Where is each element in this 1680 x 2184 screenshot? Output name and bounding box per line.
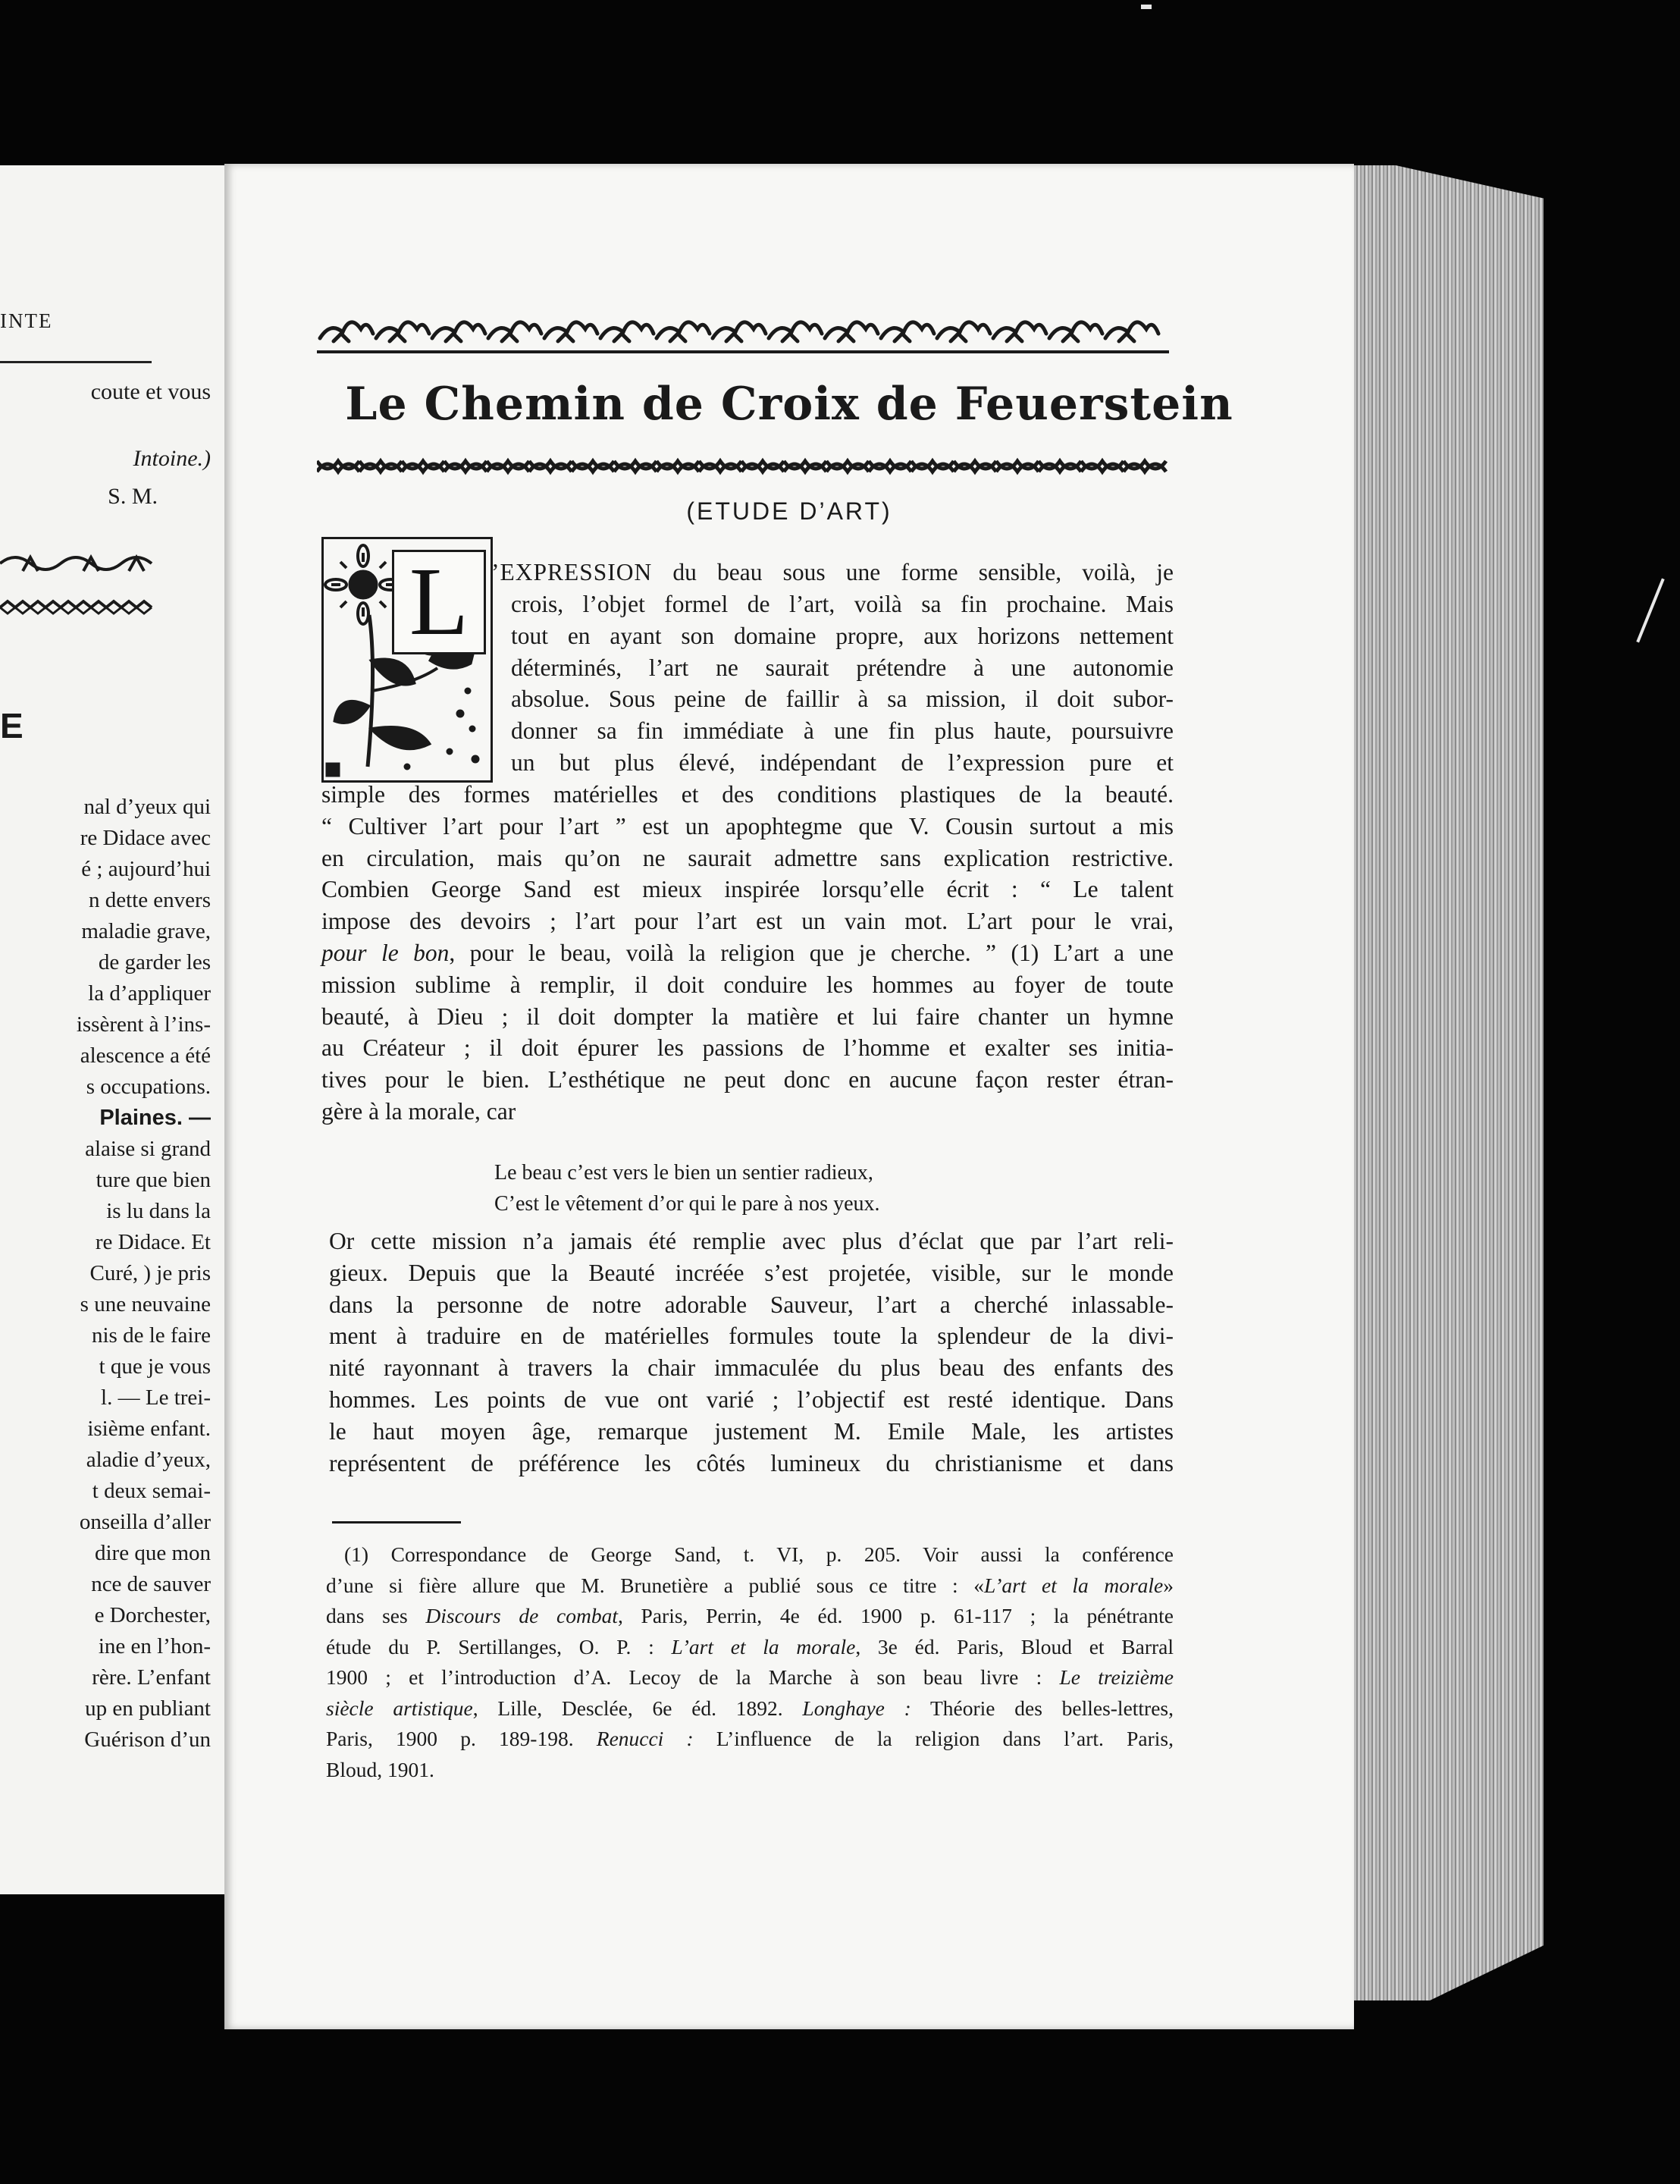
text-line: isième enfant. [87, 1417, 211, 1441]
header-ornament [317, 299, 1169, 350]
footnote-block [326, 1539, 1174, 1785]
drop-cap-letter: L [392, 550, 486, 654]
paragraph-intro [491, 557, 1174, 588]
text-line: maladie grave, [81, 919, 211, 943]
text-line: nité rayonnant à travers la chair immaculée du plus beau des enfants des [329, 1354, 1174, 1382]
text-line: donner sa fin immédiate à une fin plus haute, poursuivre [511, 717, 1174, 745]
text-line: ture que bien [96, 1168, 211, 1192]
text-line: t que je vous [99, 1354, 211, 1379]
text-line: issèrent à l’ins- [76, 1012, 211, 1037]
header-rule [317, 350, 1169, 353]
section-initial: E [0, 706, 24, 745]
text-line: au Créateur ; il doit épurer les passions de l’homme et exalter ses initia- [321, 1034, 1174, 1062]
text-line: beauté, à Dieu ; il doit dompter la matière et lui faire chanter un hymne [321, 1003, 1174, 1030]
text-line: crois, l’objet formel de l’art, voilà sa fin prochaine. Mais [511, 591, 1174, 617]
text-line: rère. L’enfant [92, 1665, 211, 1690]
footnote-line: Bloud, 1901. [326, 1757, 434, 1781]
text-line: onseilla d’aller [79, 1510, 211, 1534]
text-line: aladie d’yeux, [86, 1448, 211, 1472]
text-line: dans la personne de notre adorable Sauveur, l’art a cherché inlassable- [329, 1291, 1174, 1318]
text-line: simple des formes matérielles et des conditions plastiques de la beauté. [321, 781, 1174, 808]
text-line: Combien George Sand est mieux inspirée lorsqu’elle écrit : “ Le talent [321, 876, 1174, 903]
text-line: en circulation, mais qu’on ne saurait admettre sans explication restrictive. [321, 844, 1174, 871]
title-ornament [317, 453, 1169, 479]
text-line: s occupations. [86, 1075, 211, 1099]
header-rule [0, 361, 152, 363]
footnote-line: d’une si fière allure que M. Brunetière a publié sous ce titre : «L’art et la morale» [326, 1573, 1174, 1597]
scan-artifact [1636, 579, 1664, 643]
text-line: dire que mon [94, 1541, 211, 1565]
text-line: nis de le faire [91, 1323, 211, 1348]
text-line: “ Cultiver l’art pour l’art ” est un apophtegme que V. Cousin surtout a mis [321, 812, 1174, 839]
footnote-rule [332, 1521, 461, 1523]
text-line: e Dorchester, [94, 1603, 211, 1627]
article-page [224, 164, 1354, 2029]
text-line: ine en l’hon- [98, 1634, 211, 1658]
text-line: ’EXPRESSION du beau sous une forme sensible, voilà, je [491, 559, 1174, 585]
text-line: nal d’yeux qui [83, 795, 211, 819]
text-line: coute et vous [90, 379, 211, 404]
footnote-line: étude du P. Sertillanges, O. P. : L’art et la morale, 3e éd. Paris, Bloud et Barral [326, 1634, 1174, 1658]
text-line: un but plus élevé, indépendant de l’expression pure et [511, 748, 1174, 776]
footnote-line: siècle artistique, Lille, Desclée, 6e éd. 1892. Longhaye : Théorie des belles-lettres, [326, 1696, 1174, 1720]
italic-phrase: pour le bon [321, 939, 450, 966]
footnote-line: dans ses Discours de combat, Paris, Perrin, 4e éd. 1900 p. 61-117 ; la pénétrante [326, 1604, 1174, 1627]
text-line: de garder les [98, 950, 211, 974]
text-line: gère à la morale, car [321, 1097, 516, 1125]
text-line: tout en ayant son domaine propre, aux horizons nettement [511, 622, 1174, 649]
text-line: impose des devoirs ; l’art pour l’art est un vain mot. L’art pour le vrai, [321, 908, 1174, 935]
text-line: ment à traduire en de matérielles formules toute la splendeur de la divi- [329, 1323, 1174, 1350]
text-line: up en publiant [85, 1696, 211, 1721]
verse-line: C’est le vêtement d’or qui le pare à nos yeux. [494, 1192, 880, 1216]
running-header: INTE [0, 309, 53, 332]
text-line: re Didace avec [80, 826, 211, 850]
text-line: é ; aujourd’hui [81, 857, 211, 881]
opening-word: ’EXPRESSION [491, 559, 653, 585]
text-line: alaise si grand [85, 1137, 211, 1161]
paragraph-intro-cont [511, 588, 1174, 779]
footnote-line: 1900 ; et l’introduction d’A. Lecoy de la Marche à son beau livre : Le treizième [326, 1665, 1174, 1689]
text-line: mission sublime à remplir, il doit conduire les hommes au foyer de toute [321, 971, 1174, 998]
text-line: t deux semai- [92, 1479, 211, 1503]
text-line: l. — Le trei- [101, 1385, 211, 1410]
text-line: alescence a été [80, 1043, 211, 1068]
paragraph-second [329, 1225, 1174, 1479]
text-line: Plaines. — [99, 1106, 211, 1130]
text-line: re Didace. Et [95, 1230, 211, 1254]
text-line: la d’appliquer [88, 981, 211, 1006]
text-line: Or cette mission n’a jamais été remplie avec plus d’éclat que par l’art reli- [329, 1228, 1174, 1254]
ornament-vine [0, 548, 159, 574]
previous-page [0, 165, 230, 1894]
book-page-edges [1354, 165, 1544, 2000]
text-line: Curé, ) je pris [89, 1261, 211, 1285]
paragraph-main [321, 779, 1174, 1128]
text-line: le haut moyen âge, remarque justement M. Emile Male, les artistes [329, 1417, 1174, 1445]
text-line: tives pour le bien. L’esthétique ne peut donc en aucune façon rester étran- [321, 1066, 1174, 1094]
text-line: s une neuvaine [80, 1292, 211, 1316]
text-line: nce de sauver [91, 1572, 211, 1596]
article-title: Le Chemin de Croix de Feuerstein [345, 378, 1233, 431]
signature-line: Intoine.) [133, 446, 211, 471]
illuminated-drop-cap [321, 537, 493, 783]
text-line: représentent de préférence les côtés lumineux du christianisme et dans [329, 1449, 1174, 1476]
footnote-line: (1) Correspondance de George Sand, t. VI, p. 205. Voir aussi la conférence [344, 1542, 1174, 1566]
text-line: absolue. Sous peine de faillir à sa mission, il doit subor- [511, 686, 1174, 713]
text-line: is lu dans la [106, 1199, 211, 1223]
text-line: hommes. Les points de vue ont varié ; l’objectif est resté identique. Dans [329, 1385, 1174, 1413]
signature-initials: S. M. [108, 484, 158, 509]
scan-artifact [1141, 5, 1152, 9]
text-line: Guérison d’un [84, 1727, 211, 1752]
ornament-band [0, 599, 159, 616]
verse-line: Le beau c’est vers le bien un sentier radieux, [494, 1161, 873, 1185]
body-column [0, 792, 211, 1756]
footnote-line: Paris, 1900 p. 189-198. Renucci : L’influence de la religion dans l’art. Paris, [326, 1727, 1174, 1750]
text-line: déterminés, l’art ne saurait prétendre à une autonomie [511, 654, 1174, 681]
text-line: pour le bon, pour le beau, voilà la religion que je cherche. ” (1) L’art a une [321, 939, 1174, 966]
text-line: gieux. Depuis que la Beauté incréée s’est projetée, visible, sur le monde [329, 1259, 1174, 1286]
text-line: n dette envers [88, 888, 211, 912]
article-subtitle: (ETUDE D’ART) [686, 497, 892, 525]
